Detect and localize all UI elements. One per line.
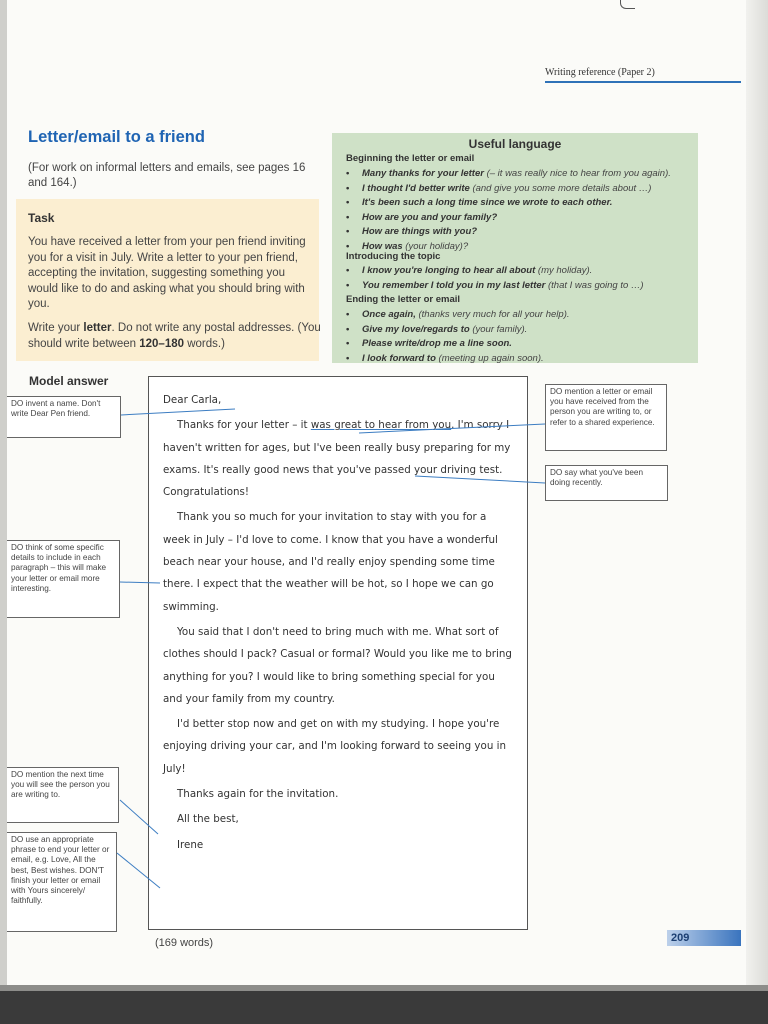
phrase-key: Once again, [362,309,416,320]
bullet-icon: • [346,323,350,335]
word-count: (169 words) [155,937,214,949]
phrase-rest: (meeting up again soon). [435,352,544,364]
phrase-rest: (your holiday)? [402,240,469,252]
task-description: You have received a letter from your pen friend inviting you for a visit in July. Write a letter to your pen friend, accepting the invitation, suggesting something you would like to do and asking what you should bring with you. [28,236,306,311]
phrase-key: It's been such a long time since we wrote to each other. [362,197,613,209]
note-invent-name: DO invent a name. Don't write Dear Pen friend. [7,396,121,438]
bullet-icon: • [346,309,350,320]
task-word-range: 120–180 [139,337,185,350]
phrase-key: Please write/drop me a line soon. [362,338,512,350]
phrase-rest: (– it was really nice to hear from you again). [483,168,671,179]
letter-paragraph: Thank you so much for your invitation to stay with you for a week in July – I'd love to come. I know that you have a wonderful beach near your house, and I'd really enjoy spending some time there. I expect that the weather will be hot, so I hope we can go swimming. [163,511,498,613]
phrase-key: You remember I told you in my last letter [362,279,546,291]
note-mention-letter: DO mention a letter or email you have received from the person you are writing to, or refer to a shared experience. [545,384,667,451]
bullet-icon: • [346,211,350,223]
leader-line [121,409,235,415]
note-next-time: DO mention the next time you will see the person you are writing to. [7,767,119,823]
task-instruction-text: Write your [28,322,84,334]
note-recent-news: DO say what you've been doing recently. [545,465,668,501]
phrase-rest: (your family). [469,323,528,335]
section-intro: (For work on informal letters and emails, see pages 16 and 164.) [28,162,306,189]
letter-paragraph: You said that I don't need to bring much with me. What sort of clothes should I pack? Casual or formal? Would you like me to bring anything for you? I would like to bring something special for you and your family from my country. [163,625,512,705]
letter-salutation: Dear Carla, [163,394,222,406]
phrase-rest: (that I was going to …) [545,279,644,291]
bullet-icon: • [346,265,350,276]
phrase-key: How was [362,240,403,252]
leader-line [117,853,160,888]
letter-text: Thanks for your letter – it [177,419,311,432]
bullet-icon: • [346,352,350,364]
task-instruction-text: . Do not write any postal addresses. (You should write between [28,322,321,350]
letter-highlight: was great to hear from you [310,419,452,432]
letter-closing-line: Thanks again for the invitation. [177,788,339,801]
phrase-key: I know you're longing to hear all about [362,265,536,276]
phrase-key: How are things with you? [362,226,478,238]
task-heading: Task [28,211,55,225]
phrase-key: I thought I'd better write [362,182,470,194]
task-instruction-bold: letter [83,322,112,334]
phrase-key: I look forward to [362,352,436,364]
bullet-icon: • [346,168,350,179]
bullet-icon: • [346,226,350,238]
letter-text: . I'm sorry I haven't written for ages, but I've been really busy preparing for my exams. It's really good news that you've passed your driving test. Congratulations! [163,419,511,499]
introducing-heading: Introducing the topic [346,251,441,262]
leader-line [415,476,545,483]
bullet-icon: • [346,338,350,350]
note-specific-details: DO think of some specific details to include in each paragraph – this will make your letter or email more interesting. [7,540,120,618]
phrase-rest: (thanks very much for all your help). [415,309,570,320]
task-instruction-text: words.) [184,337,225,350]
bullet-icon: • [346,197,350,209]
beginning-heading: Beginning the letter or email [346,153,475,164]
running-head: Writing reference (Paper 2) [545,67,655,78]
page-number: 209 [667,930,741,946]
useful-language-title: Useful language [468,137,562,151]
phrase-rest: (and give you some more details about …) [469,182,652,194]
letter-paragraph: I'd better stop now and get on with my studying. I hope you're enjoying driving your car, and I'm looking forward to seeing you in July! [163,718,507,775]
bullet-icon: • [346,279,350,291]
ending-heading: Ending the letter or email [346,294,461,305]
section-title: Letter/email to a friend [28,128,205,146]
page-bottom-edge [0,985,768,991]
phrase-key: How are you and your family? [362,211,498,223]
bullet-icon: • [346,240,350,252]
bullet-icon: • [346,182,350,194]
letter-sign-off: All the best, [177,813,239,826]
letter-signature: Irene [177,838,204,851]
leader-line [120,800,158,834]
leader-line [359,424,545,433]
phrase-key: Many thanks for your letter [362,168,484,179]
model-answer-heading: Model answer [29,374,109,388]
note-ending-phrase: DO use an appropriate phrase to end your letter or email, e.g. Love, All the best, Best wishes. DON'T finish your letter or email with Yours sincerely/ faithfully. [7,832,117,932]
phrase-key: Give my love/regards to [362,323,470,335]
phrase-rest: (my holiday). [535,265,593,276]
leader-line [120,582,160,583]
